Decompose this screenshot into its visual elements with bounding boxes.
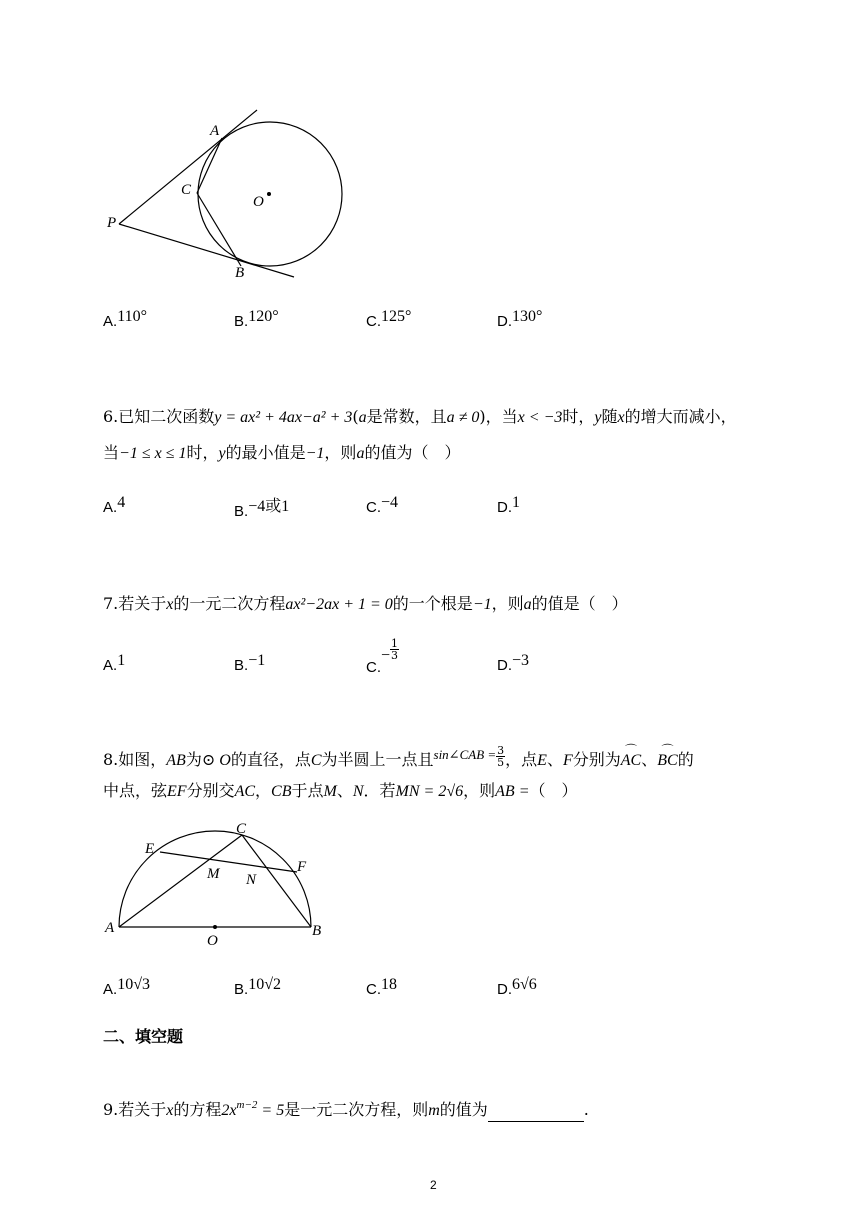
label-o: O (253, 194, 264, 210)
q8-text: 、 (641, 750, 658, 769)
option-label: A. (103, 499, 118, 516)
q8-point: E (537, 752, 547, 769)
q8-number: 8. (103, 750, 119, 769)
q8-line2 (103, 781, 578, 802)
q7-option-c[interactable] (366, 637, 399, 676)
q6-text: 的值为（ ） (364, 443, 461, 462)
option-label: C. (366, 658, 381, 676)
option-label: A. (103, 981, 118, 998)
fraction-denominator: 5 (497, 756, 505, 769)
option-value: 120° (248, 308, 279, 325)
q6-condition: a ≠ 0 (446, 409, 480, 426)
option-label: D. (497, 981, 512, 998)
q8-line1 (103, 744, 694, 772)
q8-text: 、 (336, 781, 353, 800)
q6-var: a (356, 445, 365, 462)
q6-text: 已知二次函数 (118, 407, 215, 426)
q6-option-a[interactable] (103, 494, 126, 517)
fraction-numerator: 3 (497, 744, 505, 757)
q8-text: 中点，弦 (103, 781, 168, 800)
label-e: E (145, 841, 155, 857)
section-title: 二、填空题 (103, 1027, 184, 1046)
q6-text: 时， (186, 443, 219, 462)
q8-chord: EF (167, 783, 187, 800)
option-label: B. (234, 657, 249, 674)
q8-text: ．若 (363, 781, 396, 800)
option-value: 125° (381, 308, 412, 325)
q8-text: ，点 (505, 750, 538, 769)
q7-text: ，则 (491, 594, 524, 613)
q8-text: 、 (546, 750, 563, 769)
q9-number: 9. (103, 1100, 119, 1119)
q6-var: a (358, 409, 367, 426)
center-dot-o (267, 192, 271, 196)
option-label: B. (234, 981, 249, 998)
q7-number: 7. (103, 594, 119, 613)
q8-option-d[interactable] (497, 976, 537, 999)
q6-option-c[interactable] (366, 494, 399, 517)
q8-segment: AC (234, 783, 256, 800)
q8-text: 的 (677, 750, 694, 769)
q6-text: 随 (601, 407, 618, 426)
q6-var: y (594, 409, 602, 426)
option-value: −3 (512, 652, 530, 669)
chord-cb (197, 193, 241, 266)
label-a: A (210, 123, 220, 139)
q8-point: C (310, 752, 322, 769)
option-value: 10√3 (117, 976, 150, 993)
q6-text: 的增大而减小， (624, 407, 737, 426)
q8-text: ， (255, 781, 272, 800)
option-value: − (381, 646, 391, 664)
q7-text: 的值是（ ） (531, 594, 628, 613)
q8-point: F (562, 752, 573, 769)
q8-text: 为 (185, 750, 202, 769)
q6-minval: −1 (305, 445, 325, 462)
q5-option-b[interactable] (234, 308, 279, 331)
q6-function: y = ax² + 4ax−a² + 3 (214, 409, 353, 426)
option-label: B. (234, 313, 249, 330)
option-value: 1 (512, 494, 520, 511)
q8-ab-equals: AB = (495, 783, 530, 800)
option-label: C. (366, 313, 381, 330)
q7-text: 的一个根是 (392, 594, 473, 613)
q6-text: )，当 (479, 407, 518, 426)
q6-condition: x < −3 (517, 409, 563, 426)
label-n: N (246, 872, 257, 888)
q8-circle: ⊙ O (201, 752, 231, 769)
q6-line1 (103, 407, 737, 428)
option-label: D. (497, 499, 512, 516)
fraction-numerator: 1 (391, 637, 399, 650)
label-b: B (235, 265, 245, 281)
label-m: M (207, 866, 220, 882)
q9-var: x (166, 1102, 174, 1119)
label-f: F (297, 859, 307, 875)
figure-circle-tangents (100, 100, 360, 290)
q7-var: x (166, 596, 174, 613)
option-value: 110° (117, 308, 147, 325)
answer-blank[interactable] (488, 1105, 584, 1122)
q9-equation-base: 2x (221, 1102, 237, 1119)
q8-text: ，则 (463, 781, 496, 800)
q6-number: 6. (103, 407, 119, 426)
q8-text: 分别为 (572, 750, 621, 769)
q9-equation-rest: = 5 (257, 1102, 285, 1119)
fraction (496, 745, 505, 768)
q6-option-b[interactable] (234, 498, 289, 521)
option-label: C. (366, 981, 381, 998)
q8-text: 于点 (291, 781, 324, 800)
q9-text: . (583, 1100, 589, 1119)
q7-root: −1 (472, 596, 492, 613)
option-value: 130° (512, 308, 543, 325)
q9-var: m (428, 1102, 440, 1119)
q5-option-a[interactable] (103, 308, 147, 331)
q7-text: 若关于 (118, 594, 167, 613)
q8-text: 的直径，点 (230, 750, 311, 769)
option-label: A. (103, 313, 118, 330)
chord-ac (119, 835, 242, 927)
label-c: C (236, 821, 247, 837)
q7-equation: ax²−2ax + 1 = 0 (285, 596, 393, 613)
label-a: A (105, 920, 115, 936)
q6-var: y (218, 445, 226, 462)
q8-option-c[interactable] (366, 976, 397, 999)
q9-text: 是一元二次方程，则 (284, 1100, 429, 1119)
q7-option-d[interactable] (497, 652, 530, 675)
q8-segment: CB (271, 783, 292, 800)
option-value: 4 (117, 494, 126, 511)
q8-point: N (352, 783, 364, 800)
q6-text: ( (352, 407, 359, 426)
option-value: −4 (381, 494, 399, 511)
center-dot-o (213, 925, 217, 929)
tangent-line-pb (119, 224, 294, 277)
q8-text: 如图， (118, 750, 167, 769)
label-p: P (107, 215, 117, 231)
option-label: D. (497, 313, 512, 330)
q8-text: 分别交 (186, 781, 235, 800)
q6-option-d[interactable] (497, 494, 520, 517)
figure-semicircle (100, 815, 330, 950)
option-value: −1 (248, 652, 266, 669)
q9-text: 若关于 (118, 1100, 167, 1119)
option-value: 18 (381, 976, 397, 993)
chord-ac (197, 138, 222, 193)
q7-text: 的一元二次方程 (173, 594, 286, 613)
label-b: B (312, 923, 322, 939)
label-o: O (207, 933, 218, 949)
q9-line1 (103, 1100, 589, 1122)
q8-sin: sin∠CAB = (433, 747, 497, 762)
q7-line1 (103, 594, 628, 615)
q9-equation-exponent: m−2 (236, 1099, 258, 1111)
option-label: D. (497, 657, 512, 674)
page-number: 2 (430, 1178, 437, 1192)
q6-text: 当 (103, 443, 120, 462)
q8-point: M (323, 783, 337, 800)
fraction (390, 638, 399, 661)
option-value: 6√6 (512, 976, 537, 993)
option-value: 10√2 (248, 976, 281, 993)
q8-option-b[interactable] (234, 976, 281, 999)
q7-option-b[interactable] (234, 652, 266, 675)
option-label: A. (103, 657, 118, 674)
q9-text: 的值为 (439, 1100, 488, 1119)
q6-var: x (617, 409, 625, 426)
q8-text: （ ） (529, 781, 578, 800)
q6-text: 时， (562, 407, 595, 426)
tangent-line-pa (119, 110, 257, 224)
q6-text: ，则 (324, 443, 357, 462)
q8-mn-equation: MN = 2√6 (395, 783, 464, 800)
option-value: −4或1 (248, 498, 290, 515)
chord-ef (160, 852, 297, 872)
fraction-denominator: 3 (391, 649, 399, 662)
q8-option-a[interactable] (103, 976, 150, 999)
label-c: C (181, 182, 192, 198)
q8-segment: AB (166, 752, 186, 769)
option-label: B. (234, 503, 249, 520)
q6-text: 是常数，且 (366, 407, 447, 426)
q8-arc-ac: ⌒ AC (621, 751, 641, 771)
q6-range: −1 ≤ x ≤ 1 (119, 445, 187, 462)
q5-option-c[interactable] (366, 308, 412, 331)
option-label: C. (366, 499, 381, 516)
q5-option-d[interactable] (497, 308, 543, 331)
q8-arc-bc: ⌒ BC (657, 751, 677, 771)
option-value: 1 (117, 652, 126, 669)
q7-var: a (523, 596, 532, 613)
q6-line2 (103, 443, 460, 464)
q9-text: 的方程 (173, 1100, 222, 1119)
q6-text: 的最小值是 (225, 443, 306, 462)
q7-option-a[interactable] (103, 652, 126, 675)
q8-text: 为半圆上一点且 (321, 750, 434, 769)
